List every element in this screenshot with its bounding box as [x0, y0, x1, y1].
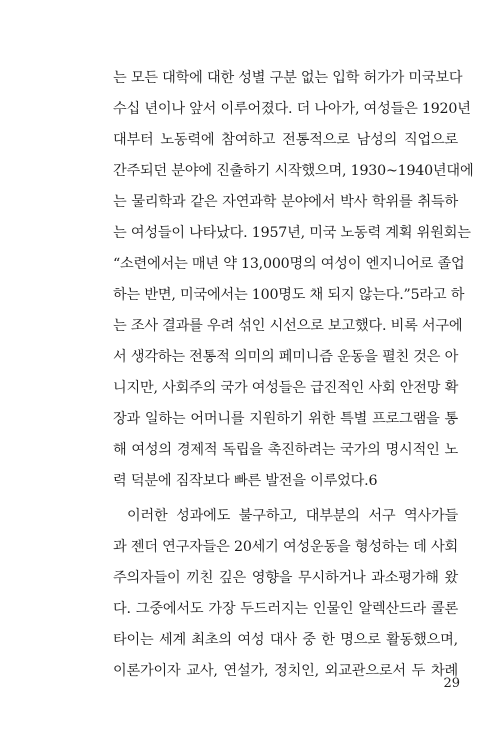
text-line: 는 모든 대학에 대한 성별 구분 없는 입학 허가가 미국보다: [113, 70, 463, 86]
text-line: 해 여성의 경제적 독립을 촉진하려는 국가의 명시적인 노: [113, 442, 458, 458]
paragraph-1: [113, 63, 474, 497]
text-line: 력 덕분에 짐작보다 빠른 발전을 이루었다.6: [113, 473, 378, 489]
paragraph-2: [113, 501, 458, 687]
text-line: “소련에서는 매년 약 13,000명의 여성이 엔지니어로 졸업: [113, 256, 465, 272]
text-line: 타이는 세계 최초의 여성 대사 중 한 명으로 활동했으며,: [113, 632, 458, 648]
text-line: 수십 년이나 앞서 이루어졌다. 더 나아가, 여성들은 1920년: [113, 101, 471, 117]
text-line: 이러한 성과에도 불구하고, 대부분의 서구 역사가들: [127, 508, 458, 524]
text-line: 는 여성들이 나타났다. 1957년, 미국 노동력 계획 위원회는: [113, 225, 471, 241]
text-line: 하는 반면, 미국에서는 100명도 채 되지 않는다.”5라고 하: [113, 287, 465, 303]
body-text: [113, 63, 474, 687]
page-number: 29: [443, 676, 460, 691]
text-line: 는 물리학과 같은 자연과학 분야에서 박사 학위를 취득하: [113, 194, 458, 210]
text-line: 간주되던 분야에 진출하기 시작했으며, 1930~1940년대에: [113, 163, 474, 179]
text-line: 서 생각하는 전통적 의미의 페미니즘 운동을 펼친 것은 아: [113, 349, 459, 365]
text-line: 과 젠더 연구자들은 20세기 여성운동을 형성하는 데 사회: [113, 539, 458, 555]
text-line: 니지만, 사회주의 국가 여성들은 급진적인 사회 안전망 확: [113, 380, 459, 396]
text-line: 장과 일하는 어머니를 지원하기 위한 특별 프로그램을 통: [113, 411, 458, 427]
text-line: 주의자들이 끼친 깊은 영향을 무시하거나 과소평가해 왔: [113, 570, 458, 586]
text-line: 대부터 노동력에 참여하고 전통적으로 남성의 직업으로: [113, 132, 458, 148]
text-line: 다. 그중에서도 가장 두드러지는 인물인 알렉산드라 콜론: [113, 601, 458, 617]
text-line: 는 조사 결과를 우려 섞인 시선으로 보고했다. 비록 서구에: [113, 318, 463, 334]
text-line: 이론가이자 교사, 연설가, 정치인, 외교관으로서 두 차례: [113, 663, 458, 679]
